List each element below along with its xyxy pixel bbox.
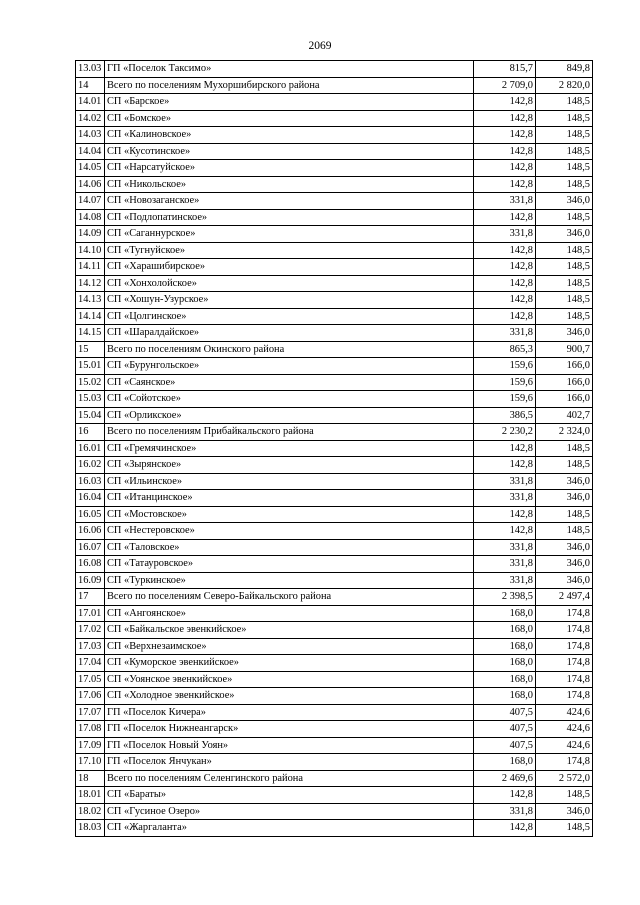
row-name: СП «Бурунгольское» xyxy=(105,358,474,375)
row-code: 17.05 xyxy=(76,671,105,688)
row-value-2: 148,5 xyxy=(536,94,593,111)
row-value-1: 168,0 xyxy=(474,754,536,771)
table-row xyxy=(76,457,593,474)
row-value-2: 346,0 xyxy=(536,539,593,556)
row-value-2: 174,8 xyxy=(536,638,593,655)
row-value-2: 148,5 xyxy=(536,440,593,457)
row-value-1: 2 398,5 xyxy=(474,589,536,606)
table-row xyxy=(76,539,593,556)
row-code: 14.09 xyxy=(76,226,105,243)
table-row xyxy=(76,655,593,672)
row-value-1: 331,8 xyxy=(474,226,536,243)
row-name: СП «Бомское» xyxy=(105,110,474,127)
table-row xyxy=(76,226,593,243)
row-value-2: 346,0 xyxy=(536,226,593,243)
row-name: Всего по поселениям Мухоршибирского района xyxy=(105,77,474,94)
row-name: СП «Мостовское» xyxy=(105,506,474,523)
row-value-1: 142,8 xyxy=(474,308,536,325)
table-row xyxy=(76,61,593,78)
row-code: 14.15 xyxy=(76,325,105,342)
table-row xyxy=(76,572,593,589)
row-name: Всего по поселениям Окинского района xyxy=(105,341,474,358)
table-row xyxy=(76,358,593,375)
row-value-2: 148,5 xyxy=(536,787,593,804)
row-value-1: 2 230,2 xyxy=(474,424,536,441)
row-code: 14.13 xyxy=(76,292,105,309)
row-name: СП «Калиновское» xyxy=(105,127,474,144)
row-value-2: 346,0 xyxy=(536,473,593,490)
row-value-1: 2 469,6 xyxy=(474,770,536,787)
table-row xyxy=(76,325,593,342)
row-value-2: 402,7 xyxy=(536,407,593,424)
row-name: СП «Ангоянское» xyxy=(105,605,474,622)
row-code: 18.03 xyxy=(76,820,105,837)
row-value-2: 148,5 xyxy=(536,242,593,259)
row-value-2: 148,5 xyxy=(536,160,593,177)
row-code: 17 xyxy=(76,589,105,606)
row-value-1: 407,5 xyxy=(474,721,536,738)
table-row xyxy=(76,638,593,655)
table-body xyxy=(76,61,593,837)
table-row xyxy=(76,704,593,721)
row-value-2: 148,5 xyxy=(536,110,593,127)
row-name: ГП «Поселок Новый Уоян» xyxy=(105,737,474,754)
row-value-1: 142,8 xyxy=(474,127,536,144)
table-row xyxy=(76,820,593,837)
row-value-1: 168,0 xyxy=(474,638,536,655)
table-row xyxy=(76,803,593,820)
table-row xyxy=(76,110,593,127)
row-name: СП «Хонхолойское» xyxy=(105,275,474,292)
row-value-2: 148,5 xyxy=(536,523,593,540)
row-code: 16.07 xyxy=(76,539,105,556)
row-name: СП «Сойотское» xyxy=(105,391,474,408)
row-name: Всего по поселениям Северо-Байкальского района xyxy=(105,589,474,606)
row-value-2: 174,8 xyxy=(536,605,593,622)
row-name: СП «Шаралдайское» xyxy=(105,325,474,342)
row-name: СП «Туркинское» xyxy=(105,572,474,589)
row-code: 17.08 xyxy=(76,721,105,738)
row-code: 17.01 xyxy=(76,605,105,622)
row-value-1: 159,6 xyxy=(474,374,536,391)
row-value-2: 346,0 xyxy=(536,803,593,820)
row-value-2: 424,6 xyxy=(536,737,593,754)
row-value-1: 142,8 xyxy=(474,94,536,111)
row-code: 15.01 xyxy=(76,358,105,375)
row-value-1: 142,8 xyxy=(474,176,536,193)
row-value-1: 331,8 xyxy=(474,539,536,556)
row-name: СП «Тугнуйское» xyxy=(105,242,474,259)
table-row xyxy=(76,259,593,276)
row-name: СП «Барское» xyxy=(105,94,474,111)
row-value-1: 168,0 xyxy=(474,671,536,688)
row-code: 16.09 xyxy=(76,572,105,589)
row-name: СП «Таловское» xyxy=(105,539,474,556)
row-value-1: 331,8 xyxy=(474,490,536,507)
row-value-1: 142,8 xyxy=(474,110,536,127)
row-value-2: 174,8 xyxy=(536,655,593,672)
row-code: 16.06 xyxy=(76,523,105,540)
row-name: СП «Цолгинское» xyxy=(105,308,474,325)
row-code: 14.01 xyxy=(76,94,105,111)
table-row xyxy=(76,308,593,325)
row-code: 14.12 xyxy=(76,275,105,292)
table-row xyxy=(76,424,593,441)
row-code: 17.06 xyxy=(76,688,105,705)
row-code: 14.11 xyxy=(76,259,105,276)
table-row xyxy=(76,341,593,358)
row-value-1: 865,3 xyxy=(474,341,536,358)
row-name: СП «Нестеровское» xyxy=(105,523,474,540)
row-code: 16.03 xyxy=(76,473,105,490)
row-code: 16.05 xyxy=(76,506,105,523)
row-name: СП «Хошун-Узурское» xyxy=(105,292,474,309)
row-value-1: 407,5 xyxy=(474,704,536,721)
row-name: СП «Нарсатуйское» xyxy=(105,160,474,177)
row-value-2: 174,8 xyxy=(536,688,593,705)
row-name: СП «Орликское» xyxy=(105,407,474,424)
row-code: 15.02 xyxy=(76,374,105,391)
table-row xyxy=(76,391,593,408)
table-row xyxy=(76,143,593,160)
row-value-1: 168,0 xyxy=(474,655,536,672)
row-value-2: 148,5 xyxy=(536,143,593,160)
row-value-2: 346,0 xyxy=(536,193,593,210)
table-row xyxy=(76,209,593,226)
table-row xyxy=(76,374,593,391)
table-row xyxy=(76,176,593,193)
row-value-1: 331,8 xyxy=(474,325,536,342)
table-row xyxy=(76,770,593,787)
row-code: 15.03 xyxy=(76,391,105,408)
row-value-1: 142,8 xyxy=(474,209,536,226)
row-value-2: 148,5 xyxy=(536,127,593,144)
table-row xyxy=(76,292,593,309)
row-code: 14.02 xyxy=(76,110,105,127)
row-value-2: 2 324,0 xyxy=(536,424,593,441)
row-value-1: 407,5 xyxy=(474,737,536,754)
row-value-2: 148,5 xyxy=(536,292,593,309)
row-value-2: 2 497,4 xyxy=(536,589,593,606)
table-row xyxy=(76,94,593,111)
row-name: СП «Уоянское эвенкийское» xyxy=(105,671,474,688)
table-row xyxy=(76,671,593,688)
table-row xyxy=(76,523,593,540)
row-code: 15 xyxy=(76,341,105,358)
row-name: СП «Никольское» xyxy=(105,176,474,193)
row-value-1: 142,8 xyxy=(474,143,536,160)
row-code: 14.05 xyxy=(76,160,105,177)
table-row xyxy=(76,605,593,622)
row-name: СП «Бараты» xyxy=(105,787,474,804)
table-row xyxy=(76,473,593,490)
table-row xyxy=(76,242,593,259)
row-name: ГП «Поселок Янчукан» xyxy=(105,754,474,771)
row-code: 18 xyxy=(76,770,105,787)
table-row xyxy=(76,787,593,804)
row-value-1: 2 709,0 xyxy=(474,77,536,94)
table-row xyxy=(76,490,593,507)
row-name: СП «Подлопатинское» xyxy=(105,209,474,226)
row-value-2: 424,6 xyxy=(536,721,593,738)
table-row xyxy=(76,407,593,424)
row-value-2: 148,5 xyxy=(536,275,593,292)
row-code: 17.03 xyxy=(76,638,105,655)
row-code: 16 xyxy=(76,424,105,441)
row-name: СП «Гусиное Озеро» xyxy=(105,803,474,820)
row-value-2: 148,5 xyxy=(536,506,593,523)
row-name: СП «Новозаганское» xyxy=(105,193,474,210)
row-name: СП «Куморское эвенкийское» xyxy=(105,655,474,672)
row-name: ГП «Поселок Кичера» xyxy=(105,704,474,721)
row-name: СП «Ильинское» xyxy=(105,473,474,490)
row-code: 17.09 xyxy=(76,737,105,754)
row-value-1: 159,6 xyxy=(474,391,536,408)
row-value-1: 142,8 xyxy=(474,787,536,804)
row-value-1: 142,8 xyxy=(474,259,536,276)
row-value-2: 166,0 xyxy=(536,358,593,375)
row-code: 17.07 xyxy=(76,704,105,721)
row-code: 16.08 xyxy=(76,556,105,573)
table-row xyxy=(76,589,593,606)
row-value-1: 331,8 xyxy=(474,193,536,210)
row-value-2: 346,0 xyxy=(536,325,593,342)
row-value-2: 148,5 xyxy=(536,259,593,276)
row-value-1: 168,0 xyxy=(474,688,536,705)
row-value-1: 142,8 xyxy=(474,820,536,837)
row-value-2: 166,0 xyxy=(536,374,593,391)
row-name: СП «Холодное эвенкийское» xyxy=(105,688,474,705)
row-value-2: 346,0 xyxy=(536,572,593,589)
row-name: Всего по поселениям Селенгинского района xyxy=(105,770,474,787)
row-name: СП «Байкальское эвенкийское» xyxy=(105,622,474,639)
row-value-2: 148,5 xyxy=(536,308,593,325)
row-value-2: 2 572,0 xyxy=(536,770,593,787)
row-value-2: 174,8 xyxy=(536,622,593,639)
row-value-1: 142,8 xyxy=(474,457,536,474)
row-code: 16.04 xyxy=(76,490,105,507)
row-code: 14.08 xyxy=(76,209,105,226)
row-name: СП «Саянское» xyxy=(105,374,474,391)
row-value-1: 331,8 xyxy=(474,473,536,490)
row-name: ГП «Поселок Нижнеангарск» xyxy=(105,721,474,738)
row-value-2: 2 820,0 xyxy=(536,77,593,94)
row-value-2: 148,5 xyxy=(536,820,593,837)
table-row xyxy=(76,440,593,457)
row-value-1: 142,8 xyxy=(474,292,536,309)
row-value-1: 386,5 xyxy=(474,407,536,424)
row-name: СП «Кусотинское» xyxy=(105,143,474,160)
row-value-2: 346,0 xyxy=(536,490,593,507)
table-row xyxy=(76,77,593,94)
row-name: СП «Верхнезаимское» xyxy=(105,638,474,655)
row-name: СП «Гремячинское» xyxy=(105,440,474,457)
row-code: 14.07 xyxy=(76,193,105,210)
table-row xyxy=(76,754,593,771)
row-code: 17.10 xyxy=(76,754,105,771)
row-code: 16.02 xyxy=(76,457,105,474)
row-value-1: 331,8 xyxy=(474,556,536,573)
row-name: СП «Саганнурское» xyxy=(105,226,474,243)
table-row xyxy=(76,506,593,523)
row-code: 15.04 xyxy=(76,407,105,424)
row-code: 16.01 xyxy=(76,440,105,457)
row-code: 14 xyxy=(76,77,105,94)
table-row xyxy=(76,127,593,144)
row-value-2: 174,8 xyxy=(536,671,593,688)
row-value-1: 142,8 xyxy=(474,506,536,523)
row-name: ГП «Поселок Таксимо» xyxy=(105,61,474,78)
row-value-2: 148,5 xyxy=(536,176,593,193)
row-code: 14.10 xyxy=(76,242,105,259)
row-name: СП «Итанцинское» xyxy=(105,490,474,507)
row-code: 17.04 xyxy=(76,655,105,672)
row-value-2: 424,6 xyxy=(536,704,593,721)
row-value-1: 142,8 xyxy=(474,242,536,259)
table-row xyxy=(76,688,593,705)
row-value-2: 166,0 xyxy=(536,391,593,408)
row-name: СП «Татауровское» xyxy=(105,556,474,573)
row-code: 18.01 xyxy=(76,787,105,804)
row-code: 18.02 xyxy=(76,803,105,820)
row-code: 14.14 xyxy=(76,308,105,325)
row-value-2: 849,8 xyxy=(536,61,593,78)
row-value-1: 815,7 xyxy=(474,61,536,78)
row-value-1: 142,8 xyxy=(474,523,536,540)
row-name: СП «Жаргаланта» xyxy=(105,820,474,837)
row-code: 17.02 xyxy=(76,622,105,639)
table-row xyxy=(76,622,593,639)
table-row xyxy=(76,193,593,210)
row-value-2: 148,5 xyxy=(536,209,593,226)
row-value-1: 331,8 xyxy=(474,572,536,589)
row-value-2: 148,5 xyxy=(536,457,593,474)
row-value-1: 168,0 xyxy=(474,605,536,622)
row-code: 14.03 xyxy=(76,127,105,144)
row-value-1: 159,6 xyxy=(474,358,536,375)
row-code: 14.06 xyxy=(76,176,105,193)
row-value-2: 346,0 xyxy=(536,556,593,573)
row-value-1: 142,8 xyxy=(474,160,536,177)
row-value-2: 174,8 xyxy=(536,754,593,771)
row-name: СП «Харашибирское» xyxy=(105,259,474,276)
table-row xyxy=(76,160,593,177)
row-value-1: 331,8 xyxy=(474,803,536,820)
table-row xyxy=(76,556,593,573)
row-name: Всего по поселениям Прибайкальского района xyxy=(105,424,474,441)
row-value-1: 168,0 xyxy=(474,622,536,639)
page-number: 2069 xyxy=(308,40,332,52)
row-value-2: 900,7 xyxy=(536,341,593,358)
table-row xyxy=(76,721,593,738)
row-value-1: 142,8 xyxy=(474,440,536,457)
row-code: 14.04 xyxy=(76,143,105,160)
row-code: 13.03 xyxy=(76,61,105,78)
table-row xyxy=(76,275,593,292)
allocation-table xyxy=(75,60,593,837)
row-name: СП «Зырянское» xyxy=(105,457,474,474)
table-row xyxy=(76,737,593,754)
row-value-1: 142,8 xyxy=(474,275,536,292)
